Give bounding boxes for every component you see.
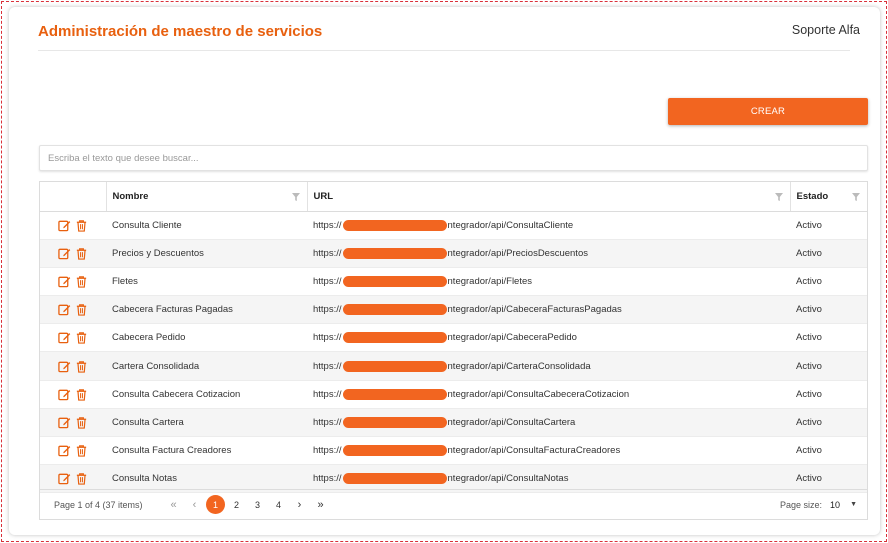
url-cell <box>307 408 790 436</box>
estado-cell: Activo <box>790 380 867 408</box>
actions-cell <box>40 267 106 295</box>
url-prefix: https:// <box>313 219 342 231</box>
page-size-value: 10 <box>830 499 841 510</box>
pager <box>40 489 867 519</box>
redaction-mark <box>343 220 447 231</box>
nombre-cell: Consulta Notas <box>106 465 307 493</box>
column-header-url[interactable] <box>307 182 790 211</box>
table-row[interactable] <box>40 211 867 239</box>
table-row[interactable] <box>40 267 867 295</box>
edit-icon[interactable] <box>58 444 71 457</box>
redaction-mark <box>343 389 447 400</box>
column-header-nombre[interactable] <box>106 182 307 211</box>
url-suffix: ntegrador/api/ConsultaFacturaCreadores <box>447 445 621 457</box>
edit-icon[interactable] <box>58 219 71 232</box>
last-page-icon[interactable]: » <box>317 498 324 511</box>
url-prefix: https:// <box>313 275 342 287</box>
url-prefix: https:// <box>313 473 342 485</box>
nombre-cell: Consulta Cartera <box>106 408 307 436</box>
trash-icon[interactable] <box>75 444 88 457</box>
url-cell <box>307 296 790 324</box>
actions-cell <box>40 380 106 408</box>
redaction-mark <box>343 248 447 259</box>
actions-cell <box>40 324 106 352</box>
page-size-label: Page size: <box>780 499 823 510</box>
url-cell <box>307 380 790 408</box>
redaction-mark <box>343 417 447 428</box>
column-header-actions <box>40 182 106 211</box>
actions-cell <box>40 352 106 380</box>
trash-icon[interactable] <box>75 360 88 373</box>
table-row[interactable] <box>40 352 867 380</box>
estado-cell: Activo <box>790 239 867 267</box>
edit-icon[interactable] <box>58 275 71 288</box>
estado-cell: Activo <box>790 267 867 295</box>
url-cell <box>307 352 790 380</box>
trash-icon[interactable] <box>75 303 88 316</box>
column-header-label: Nombre <box>112 190 149 202</box>
services-grid <box>39 181 868 520</box>
nombre-cell: Precios y Descuentos <box>106 239 307 267</box>
first-page-icon[interactable]: « <box>170 498 177 511</box>
estado-cell: Activo <box>790 211 867 239</box>
table-row[interactable] <box>40 437 867 465</box>
estado-cell: Activo <box>790 324 867 352</box>
estado-cell: Activo <box>790 408 867 436</box>
redaction-mark <box>343 445 447 456</box>
url-prefix: https:// <box>313 247 342 259</box>
nombre-cell: Cabecera Facturas Pagadas <box>106 296 307 324</box>
url-prefix: https:// <box>313 360 342 372</box>
redaction-mark <box>343 473 447 484</box>
url-prefix: https:// <box>313 332 342 344</box>
actions-cell <box>40 296 106 324</box>
url-prefix: https:// <box>313 445 342 457</box>
pager-nav <box>164 495 330 514</box>
table-row[interactable] <box>40 324 867 352</box>
nombre-cell: Consulta Cabecera Cotizacion <box>106 380 307 408</box>
page-title: Administración de maestro de servicios <box>38 23 323 40</box>
redaction-mark <box>343 276 447 287</box>
url-suffix: ntegrador/api/ConsultaCliente <box>447 219 574 231</box>
url-suffix: ntegrador/api/CabeceraPedido <box>447 332 577 344</box>
url-prefix: https:// <box>313 388 342 400</box>
url-cell <box>307 239 790 267</box>
edit-icon[interactable] <box>58 303 71 316</box>
table-row[interactable] <box>40 296 867 324</box>
nombre-cell: Cabecera Pedido <box>106 324 307 352</box>
edit-icon[interactable] <box>58 416 71 429</box>
page-button-1[interactable]: 1 <box>206 495 225 514</box>
redaction-mark <box>343 361 447 372</box>
nombre-cell: Consulta Factura Creadores <box>106 437 307 465</box>
redaction-mark <box>343 332 447 343</box>
page-button-4[interactable]: 4 <box>275 499 281 510</box>
estado-cell: Activo <box>790 465 867 493</box>
column-header-estado[interactable] <box>790 182 867 211</box>
next-page-icon[interactable]: › <box>297 498 302 511</box>
url-suffix: ntegrador/api/ConsultaNotas <box>447 473 569 485</box>
url-cell <box>307 211 790 239</box>
edit-icon[interactable] <box>58 247 71 260</box>
estado-cell: Activo <box>790 437 867 465</box>
url-cell <box>307 437 790 465</box>
url-cell <box>307 324 790 352</box>
edit-icon[interactable] <box>58 388 71 401</box>
url-suffix: ntegrador/api/PreciosDescuentos <box>447 247 588 259</box>
redaction-mark <box>343 304 447 315</box>
filter-icon[interactable] <box>775 193 783 201</box>
create-button[interactable]: CREAR <box>668 98 868 125</box>
table-header-row <box>40 182 867 211</box>
pager-info: Page 1 of 4 (37 items) <box>54 499 143 510</box>
trash-icon[interactable] <box>75 331 88 344</box>
prev-page-icon[interactable]: ‹ <box>192 498 197 511</box>
actions-cell <box>40 437 106 465</box>
estado-cell: Activo <box>790 352 867 380</box>
url-suffix: ntegrador/api/ConsultaCartera <box>447 416 576 428</box>
page-size <box>780 500 857 510</box>
url-prefix: https:// <box>313 416 342 428</box>
search-input[interactable] <box>39 145 868 171</box>
column-header-label: Estado <box>796 190 829 202</box>
filter-icon[interactable] <box>852 193 860 201</box>
url-suffix: ntegrador/api/CabeceraFacturasPagadas <box>447 304 622 316</box>
actions-cell <box>40 211 106 239</box>
table-row[interactable] <box>40 380 867 408</box>
trash-icon[interactable] <box>75 247 88 260</box>
title-divider <box>38 50 850 51</box>
table-row[interactable] <box>40 239 867 267</box>
url-suffix: ntegrador/api/ConsultaCabeceraCotizacion <box>447 388 630 400</box>
filter-icon[interactable] <box>292 193 300 201</box>
trash-icon[interactable] <box>75 388 88 401</box>
chevron-down-icon: ▼ <box>850 501 857 508</box>
page-size-select[interactable] <box>830 500 857 510</box>
services-table <box>40 182 867 493</box>
actions-cell <box>40 408 106 436</box>
url-cell <box>307 267 790 295</box>
trash-icon[interactable] <box>75 472 88 485</box>
edit-icon[interactable] <box>58 472 71 485</box>
page-button-2[interactable]: 2 <box>233 499 239 510</box>
table-body <box>40 211 867 493</box>
actions-cell <box>40 239 106 267</box>
table-row[interactable] <box>40 408 867 436</box>
url-prefix: https:// <box>313 304 342 316</box>
trash-icon[interactable] <box>75 275 88 288</box>
trash-icon[interactable] <box>75 416 88 429</box>
url-suffix: ntegrador/api/CarteraConsolidada <box>447 360 591 372</box>
edit-icon[interactable] <box>58 360 71 373</box>
nombre-cell: Consulta Cliente <box>106 211 307 239</box>
nombre-cell: Cartera Consolidada <box>106 352 307 380</box>
column-header-label: URL <box>313 190 334 202</box>
estado-cell: Activo <box>790 296 867 324</box>
page-button-3[interactable]: 3 <box>254 499 260 510</box>
user-name[interactable]: Soporte Alfa <box>791 23 860 37</box>
nombre-cell: Fletes <box>106 267 307 295</box>
edit-icon[interactable] <box>58 331 71 344</box>
trash-icon[interactable] <box>75 219 88 232</box>
url-suffix: ntegrador/api/Fletes <box>447 275 533 287</box>
